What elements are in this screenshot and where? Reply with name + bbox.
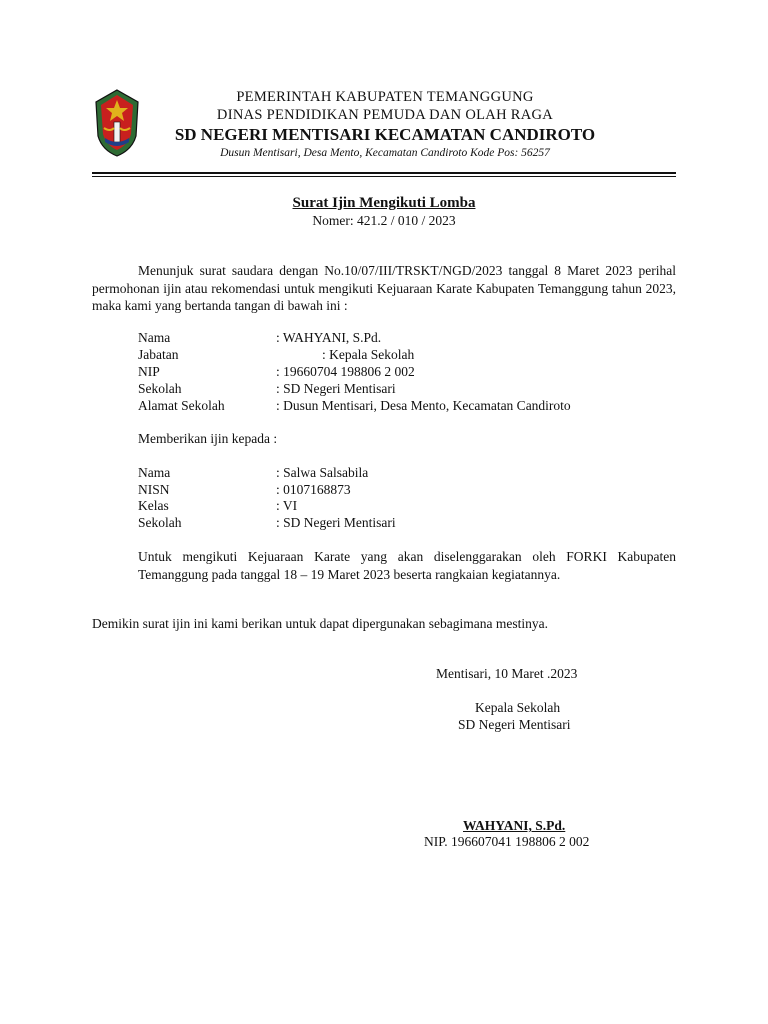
field-label: Nama [138, 330, 171, 345]
student-row [138, 464, 368, 481]
signer-row [138, 329, 381, 346]
grant-intro: Memberikan ijin kepada : [138, 431, 278, 446]
field-value: : SD Negeri Mentisari [276, 515, 396, 530]
closing-paragraph: Demikin surat ijin ini kami berikan untuk dapat dipergunakan sebagimana mestinya. [92, 616, 549, 631]
signer-nip: NIP. 196607041 198806 2 002 [424, 834, 590, 849]
opening-paragraph: Menunjuk surat saudara dengan No.10/07/III/TRSKT/NGD/2023 tanggal 8 Maret 2023 perihal permohonan ijin atau rekomendasi untuk mengikuti Kejuaraan Karate Kabupaten Temanggung tahun 2023, maka kami yang bertanda tangan di bawah ini : [92, 263, 676, 313]
student-row [138, 514, 396, 531]
signer-row [138, 380, 396, 397]
field-label: NIP [138, 364, 160, 379]
purpose-paragraph: Untuk mengikuti Kejuaraan Karate yang akan diselenggarakan oleh FORKI Kabupaten Temanggung pada tanggal 18 – 19 Maret 2023 beserta rangkaian kegiatannya. [138, 549, 676, 582]
field-value: : Kepala Sekolah [322, 347, 415, 362]
signer-row [138, 397, 571, 414]
field-value: : Salwa Salsabila [276, 465, 369, 480]
letterhead [150, 88, 620, 161]
field-label: Sekolah [138, 381, 182, 396]
field-value: : VI [276, 498, 298, 513]
field-value: : Dusun Mentisari, Desa Mento, Kecamatan Candiroto [276, 398, 571, 413]
field-label: Nama [138, 465, 171, 480]
field-label: Kelas [138, 498, 169, 513]
signer-position: Kepala Sekolah [475, 700, 561, 715]
kabupaten-emblem-logo [92, 88, 142, 158]
header-address: Dusun Mentisari, Desa Mento, Kecamatan Candiroto Kode Pos: 56257 [220, 147, 550, 159]
header-department: DINAS PENDIDIKAN PEMUDA DAN OLAH RAGA [216, 107, 554, 123]
field-value: : 0107168873 [276, 482, 351, 497]
place-date: Mentisari, 10 Maret .2023 [436, 666, 578, 681]
signer-name: WAHYANI, S.Pd. [463, 818, 566, 833]
field-label: Alamat Sekolah [138, 398, 225, 413]
field-label: NISN [138, 482, 170, 497]
student-row [138, 481, 351, 498]
signer-row [138, 363, 415, 380]
header-government: PEMERINTAH KABUPATEN TEMANGGUNG [236, 89, 534, 105]
header-divider-thin [92, 176, 676, 177]
letter-number: Nomer: 421.2 / 010 / 2023 [312, 213, 456, 228]
field-label: Jabatan [138, 347, 179, 362]
field-value: : SD Negeri Mentisari [276, 381, 396, 396]
student-row [138, 497, 297, 514]
field-value: : 19660704 198806 2 002 [276, 364, 415, 379]
header-school: SD NEGERI MENTISARI KECAMATAN CANDIROTO [174, 125, 596, 144]
header-divider-thick [92, 172, 676, 174]
field-value: : WAHYANI, S.Pd. [276, 330, 382, 345]
field-label: Sekolah [138, 515, 182, 530]
signer-row [138, 346, 414, 363]
signer-school: SD Negeri Mentisari [458, 717, 571, 732]
letter-title: Surat Ijin Mengikuti Lomba [292, 195, 476, 211]
